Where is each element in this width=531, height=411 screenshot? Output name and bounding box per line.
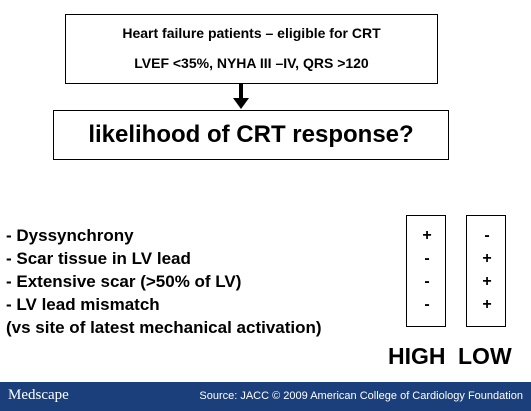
high-mark-scar-tissue: - bbox=[424, 250, 430, 267]
question-box bbox=[53, 110, 449, 160]
source-citation: Source: JACC © 2009 American College of Cardiology Foundation bbox=[199, 390, 523, 402]
high-mark-dyssynchrony: + bbox=[422, 227, 432, 244]
high-column-box bbox=[406, 215, 446, 327]
high-column-label: HIGH bbox=[388, 343, 446, 369]
eligibility-box bbox=[65, 14, 438, 84]
factor-dyssynchrony: - Dyssynchrony bbox=[6, 226, 134, 245]
high-mark-extensive-scar: - bbox=[424, 273, 430, 290]
low-mark-scar-tissue: + bbox=[482, 250, 492, 267]
factor-extensive-scar: - Extensive scar (>50% of LV) bbox=[6, 272, 242, 291]
low-mark-extensive-scar: + bbox=[482, 273, 492, 290]
low-mark-dyssynchrony: - bbox=[484, 227, 490, 244]
high-mark-lead-mismatch: - bbox=[424, 296, 430, 313]
low-column-label: LOW bbox=[458, 343, 512, 369]
eligibility-criteria-line: LVEF <35%, NYHA III –IV, QRS >120 bbox=[134, 55, 369, 71]
low-column-box bbox=[466, 215, 506, 327]
down-arrow-icon bbox=[231, 83, 251, 110]
factor-scar-tissue: - Scar tissue in LV lead bbox=[6, 249, 191, 268]
eligibility-line-1: Heart failure patients – eligible for CRT bbox=[122, 25, 381, 41]
factor-lead-mismatch: - LV lead mismatch bbox=[6, 295, 160, 314]
footer-bar bbox=[0, 382, 531, 411]
question-text: likelihood of CRT response? bbox=[88, 121, 414, 148]
factor-lead-mismatch-note: (vs site of latest mechanical activation) bbox=[6, 318, 322, 337]
medscape-logo: Medscape bbox=[8, 387, 69, 403]
low-mark-lead-mismatch: + bbox=[482, 296, 492, 313]
